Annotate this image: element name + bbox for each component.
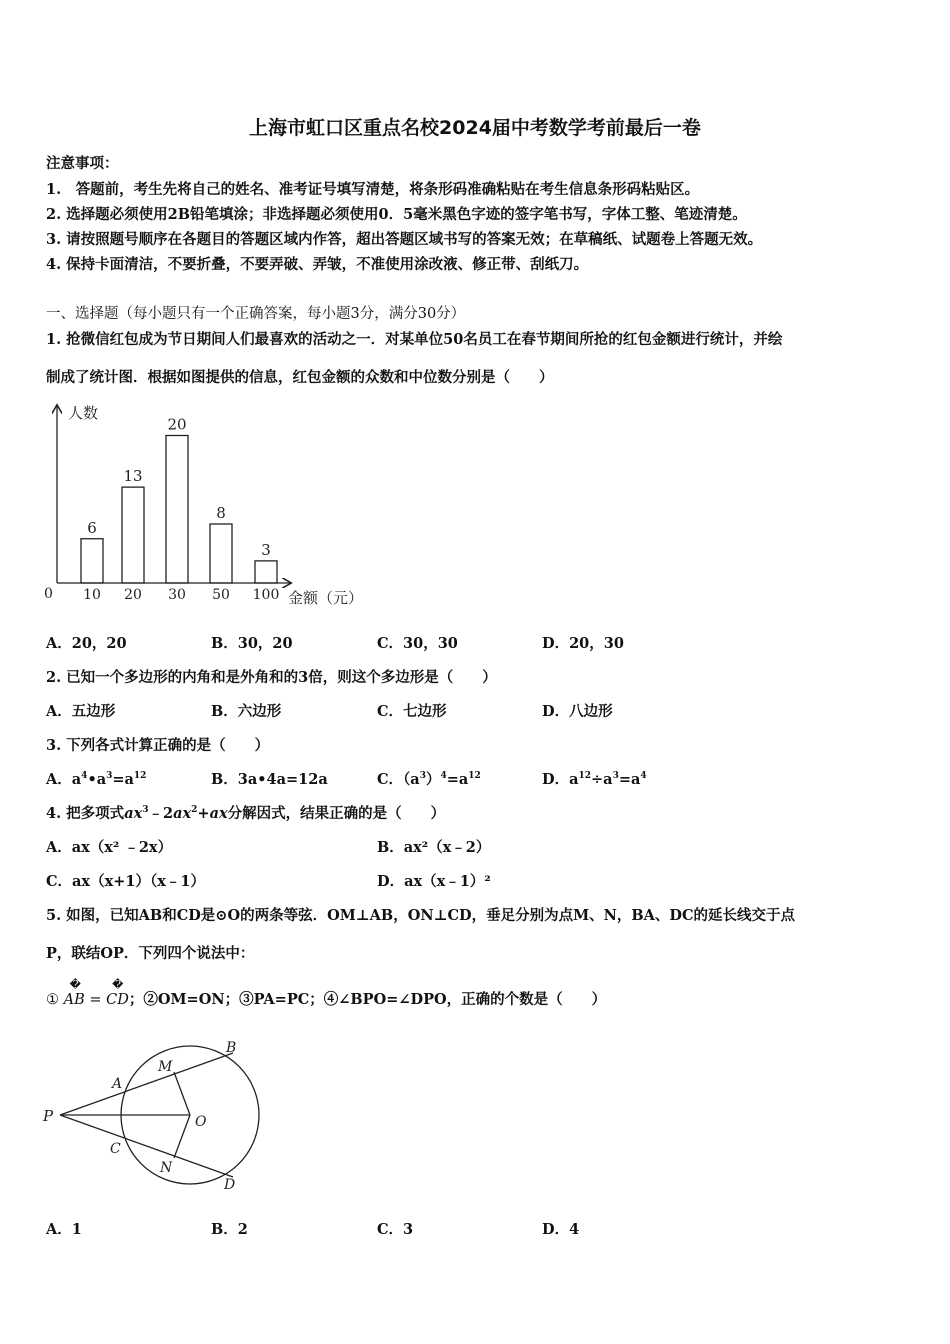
- notice-item-4: 4. 保持卡面清洁，不要折叠，不要弄破、弄皱，不准使用涂改液、修正带、刮纸刀。: [46, 256, 589, 273]
- line-pb: [60, 1053, 233, 1115]
- label-m: M: [158, 1059, 173, 1075]
- bar-10: [81, 539, 103, 583]
- q1-stem-line1: 1. 抢微信红包成为节日期间人们最喜欢的活动之一．对某单位50名员工在春节期间所抢的红包金额进行统计，并绘: [46, 331, 783, 348]
- q1-option-c[interactable]: C．30，30: [377, 635, 458, 652]
- page-title: 上海市虹口区重点名校2024届中考数学考前最后一卷: [249, 117, 701, 139]
- bar-100: [255, 561, 277, 583]
- origin-label: 0: [44, 586, 53, 602]
- bar-chart: [40, 398, 380, 613]
- q1-option-d[interactable]: D．20，30: [542, 635, 624, 652]
- q5-stem-line2: P，联结OP．下列四个说法中：: [46, 945, 255, 962]
- x-tick-label: 10: [83, 587, 101, 603]
- notice-heading: 注意事项：: [46, 155, 119, 172]
- q5-option-c[interactable]: C．3: [377, 1221, 414, 1238]
- q2-option-c[interactable]: C．七边形: [377, 703, 447, 720]
- notice-item-3: 3. 请按照题号顺序在各题目的答题区域内作答，超出答题区域书写的答案无效；在草稿纸、试题卷上答题无效。: [46, 231, 763, 248]
- q3-stem: 3. 下列各式计算正确的是（ ）: [46, 737, 270, 754]
- label-b: B: [226, 1040, 237, 1056]
- q3-option-d[interactable]: D．$a^{12}\div a^3=a^4$: [542, 771, 647, 788]
- q2-option-a[interactable]: A．五边形: [46, 703, 116, 720]
- arc-mark: �: [69, 978, 81, 991]
- q2-option-d[interactable]: D．八边形: [542, 703, 613, 720]
- q4-option-c[interactable]: C．ax（x+1）（x﹣1）: [46, 873, 205, 890]
- arc-mark: �: [112, 978, 124, 991]
- bar-30: [166, 436, 188, 584]
- x-tick-label: 30: [168, 587, 186, 603]
- q2-option-b[interactable]: B．六边形: [211, 703, 282, 720]
- q4-option-d[interactable]: D．ax（x﹣1）²: [377, 873, 491, 890]
- label-o: O: [195, 1114, 207, 1130]
- q3-option-b[interactable]: B．3a•4a=12a: [211, 771, 328, 788]
- x-tick-label: 100: [252, 587, 280, 603]
- bar-20: [122, 487, 144, 583]
- x-tick-label: 20: [124, 587, 142, 603]
- bar-value-label: 8: [216, 504, 226, 522]
- q1-stem-line2: 制成了统计图．根据如图提供的信息，红包金额的众数和中位数分别是（ ）: [46, 369, 554, 386]
- notice-item-1: 1. 答题前，考生先将自己的姓名、准考证号填写清楚，将条形码准确粘贴在考生信息条形码粘贴区。: [46, 181, 700, 198]
- label-a: A: [112, 1076, 123, 1092]
- q5-stem-line1: 5. 如图，已知AB和CD是⊙O的两条等弦．OM⊥AB，ON⊥CD，垂足分别为点M、N，BA、DC的延长线交于点: [46, 907, 796, 924]
- q1-option-a[interactable]: A．20，20: [46, 635, 127, 652]
- bar-50: [210, 524, 232, 583]
- label-p: P: [43, 1107, 54, 1125]
- section-heading: 一、选择题（每小题只有一个正确答案，每小题3分，满分30分）: [46, 306, 466, 322]
- label-n: N: [160, 1160, 173, 1176]
- q5-statements: ① � AB = � CD；②OM=ON；③PA=PC；④∠BPO=∠DPO，正确的个数是（ ）: [46, 978, 607, 1008]
- label-d: D: [224, 1177, 236, 1193]
- notice-item-2: 2. 选择题必须使用2B铅笔填涂；非选择题必须使用0．5毫米黑色字迹的签字笔书写，字体工整、笔迹清楚。: [46, 206, 747, 223]
- q3-option-a[interactable]: A．$a^4•a^3=a^{12}$: [46, 771, 147, 788]
- bar-value-label: 20: [167, 415, 187, 434]
- q4-option-b[interactable]: B．ax²（x﹣2）: [377, 839, 491, 856]
- q5-option-b[interactable]: B．2: [211, 1221, 248, 1238]
- bar-value-label: 13: [123, 467, 143, 486]
- q4-stem: 4. 把多项式$ax^3﹣2ax^2+ax$分解因式，结果正确的是（ ）: [46, 805, 446, 822]
- line-pd: [60, 1115, 233, 1177]
- q5-option-a[interactable]: A．1: [46, 1221, 82, 1238]
- q5-option-d[interactable]: D．4: [542, 1221, 580, 1238]
- x-axis-label: 金额（元）: [288, 589, 364, 607]
- q3-option-c[interactable]: C．$(a^3)^4=a^{12}$: [377, 771, 481, 788]
- bar-value-label: 3: [261, 540, 271, 559]
- bar-value-label: 6: [87, 518, 97, 537]
- y-axis-label: 人数: [68, 404, 99, 422]
- q4-option-a[interactable]: A．ax（x² ﹣2x）: [46, 839, 173, 856]
- label-c: C: [110, 1141, 121, 1157]
- line-om: [174, 1072, 190, 1115]
- q1-option-b[interactable]: B．30，20: [211, 635, 293, 652]
- circle-figure: [40, 1035, 280, 1195]
- x-tick-label: 50: [212, 587, 230, 603]
- line-on: [174, 1115, 190, 1158]
- q2-stem: 2. 已知一个多边形的内角和是外角和的3倍，则这个多边形是（ ）: [46, 669, 497, 686]
